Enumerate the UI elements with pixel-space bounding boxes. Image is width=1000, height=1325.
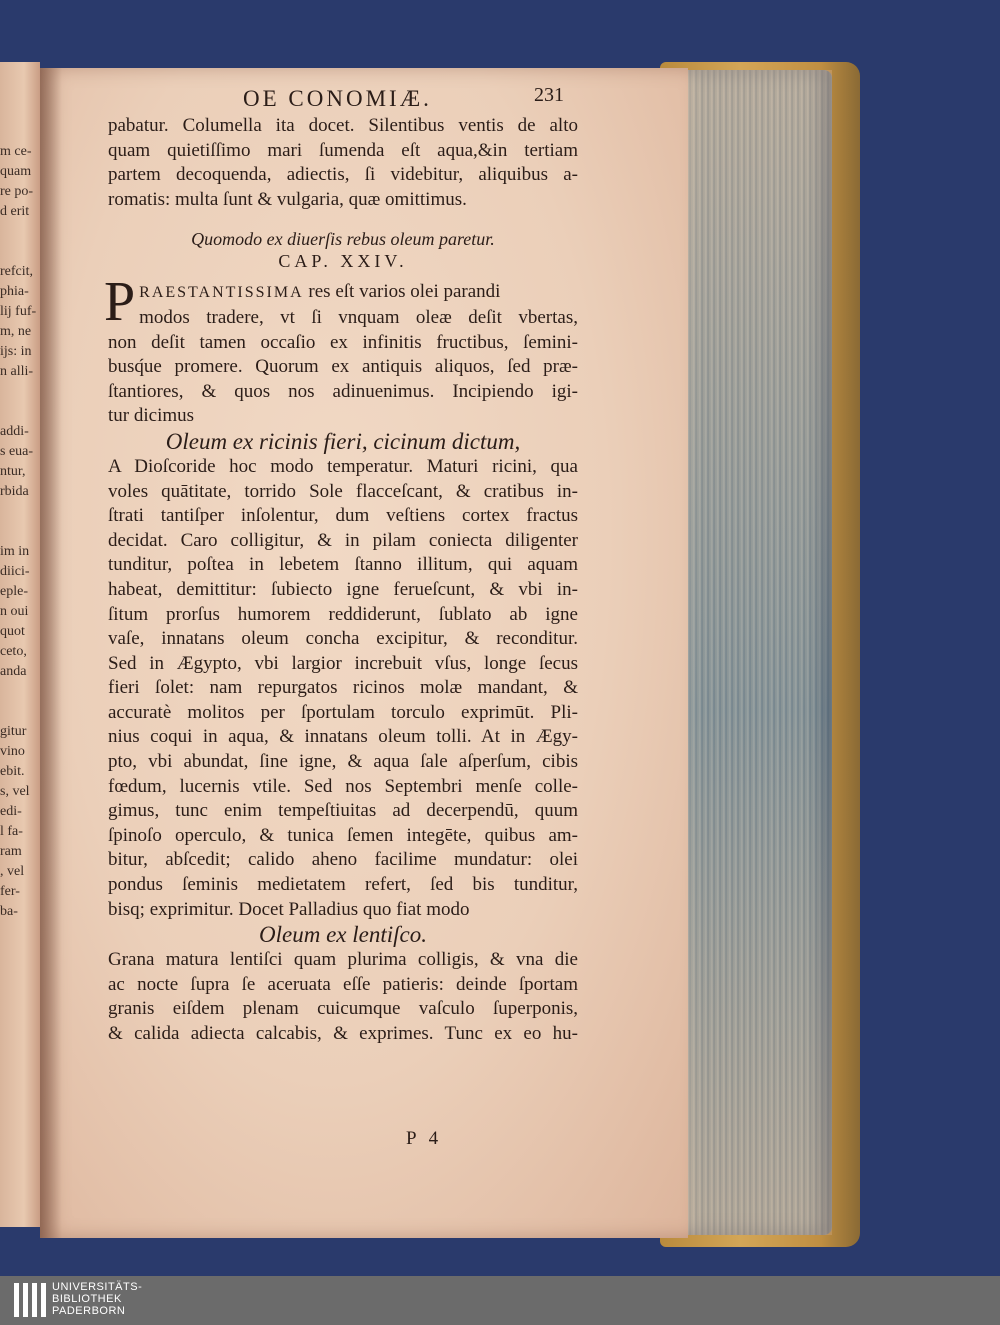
left-fragment-line: , vel	[0, 864, 25, 879]
text-line: fœdum, lucernis vtile. Sed nos Septembri menſe colle-	[108, 775, 578, 797]
lentiscus-paragraph	[108, 948, 578, 1046]
left-fragment-line: diici-	[0, 564, 30, 579]
text-line: ſtrati tantiſper inſolentur, dum veſtiens cortex fractus	[108, 505, 578, 527]
text-line: A Dioſcoride hoc modo temperatur. Maturi ricini, qua	[108, 455, 578, 477]
text-line: pabatur. Columella ita docet. Silentibus ventis de alto	[108, 115, 578, 136]
left-fragment-line: ijs: in	[0, 344, 32, 359]
text-line: tur dicimus	[108, 405, 195, 427]
left-fragment-line: refcit,	[0, 264, 34, 279]
intro-paragraph	[108, 114, 578, 212]
subhead-lentiscus: Oleum ex lentiſco.	[259, 922, 427, 948]
running-head	[108, 84, 578, 114]
left-fragment-line: quam	[0, 164, 32, 179]
left-fragment-line: im in	[0, 544, 30, 559]
left-fragment-line: m ce-	[0, 144, 32, 159]
text-line: tunditur, poſtea in lebetem ſtanno illitum, qui aquam	[108, 554, 578, 576]
left-fragment-line: s, vel	[0, 784, 30, 799]
logo-line: PADERBORN	[52, 1305, 126, 1317]
left-fragment-line: eple-	[0, 584, 28, 599]
text-line: partem decoquenda, adiectis, ſi videbitur, aliquibus a-	[108, 164, 578, 186]
text-line: modos tradere, vt ſi vnquam oleæ deſit vbertas,	[139, 306, 578, 328]
first-line	[108, 280, 578, 306]
ricinus-paragraph	[108, 455, 578, 922]
logo-line: UNIVERSITÄTS-	[52, 1281, 143, 1293]
running-head-title: OE CONOMIÆ.	[243, 86, 432, 111]
left-fragment-line: addi-	[0, 424, 29, 439]
left-fragment-line: ebit.	[0, 764, 25, 779]
footer-band	[0, 1276, 1000, 1325]
chapter-opening	[104, 271, 578, 429]
subhead-ricinus: Oleum ex ricinis fieri, cicinum dictum,	[165, 428, 521, 454]
text-line: pto, vbi abundat, ſine igne, & aqua ſale aſperſum, cibis	[108, 751, 578, 773]
chapter-heading: Quomodo ex diuerſis rebus oleum paretur.	[191, 229, 495, 250]
text-line: non deſit tamen occaſio ex infinitis fructibus, ſemini-	[108, 331, 578, 353]
gutter-shadow	[40, 68, 62, 1238]
text-line: fieri ſolet: nam repurgatos ricinos molæ mandant, &	[108, 677, 578, 699]
left-fragment-line: phia-	[0, 284, 29, 299]
text-line: gimus, tunc enim tempeſtiuitas ad decerpendū, quum	[108, 800, 578, 822]
text-line: busq́ue promere. Quorum ex antiquis aliquos, ſed præ-	[108, 356, 578, 378]
opening-paragraph	[108, 306, 578, 429]
first-line-rest: res eſt varios olei parandi	[303, 281, 501, 303]
left-fragment-line: n alli-	[0, 364, 34, 379]
page-number: 231	[534, 84, 564, 106]
left-fragment-line	[0, 522, 40, 542]
text-line: decidat. Caro colligitur, & in pilam coniecta diligenter	[108, 529, 578, 551]
library-logo-text	[52, 1281, 142, 1317]
text-line: ſitum prorſus humorem reddiderunt, ſublato ab igne	[108, 603, 578, 625]
left-fragment-line: ram	[0, 844, 22, 859]
left-fragment-line: l fa-	[0, 824, 23, 839]
left-fragment-line: edi-	[0, 804, 22, 819]
left-fragment-line: quot	[0, 624, 25, 639]
left-fragment-line: vino	[0, 744, 25, 759]
left-fragment-line: n oui	[0, 604, 29, 619]
text-line: bitur, abſcedit; calido aheno facilime mundatur: olei	[108, 849, 578, 871]
text-line: nius coqui in aqua, & innatans oleum tolli. At in Ægy-	[108, 726, 578, 748]
library-logo-icon	[14, 1283, 46, 1317]
text-line: habeat, demittitur: ſubiecto igne ferueſcunt, & vbi in-	[108, 578, 578, 600]
text-line: granis eiſdem plenam cuicumque vaſculo ſuperponis,	[108, 998, 578, 1020]
text-line: romatis: multa ſunt & vulgaria, quæ omittimus.	[108, 188, 467, 210]
chapter-number: CAP. XXIV.	[278, 251, 408, 272]
left-fragment-line: lij fuf-	[0, 304, 37, 319]
text-line: bisq; exprimitur. Docet Palladius quo fiat modo	[108, 898, 470, 920]
left-fragment-line: ntur,	[0, 464, 26, 479]
left-fragment-line: gitur	[0, 724, 27, 739]
left-fragment-line	[0, 382, 40, 402]
left-fragment-line	[0, 502, 40, 522]
left-fragment-line: rbida	[0, 484, 29, 499]
text-line: vaſe, innatans oleum concha excipitur, & reconditur.	[108, 628, 578, 650]
left-page-text	[0, 142, 40, 922]
left-fragment-line: ba-	[0, 904, 18, 919]
left-fragment-line	[0, 702, 40, 722]
left-fragment-line	[0, 402, 40, 422]
left-fragment-line	[0, 222, 40, 242]
text-line: voles quātitate, torrido Sole flacceſcant, & cratibus in-	[108, 480, 578, 502]
text-line: ſtantiores, & quos nos adinuenimus. Incipiendo igi-	[108, 380, 578, 402]
signature-mark: P 4	[406, 1128, 443, 1149]
left-fragment-line: s eua-	[0, 444, 34, 459]
text-line: ac nocte ſupra ſe aceruata eſſe patieris: deinde ſportam	[108, 973, 578, 995]
left-fragment-line	[0, 242, 40, 262]
text-line: pondus ſeminis medietatem refert, ſed bis tunditur,	[108, 874, 578, 896]
text-line: ſpinoſo operculo, & tunica ſemen integēte, quibus am-	[108, 824, 578, 846]
left-fragment-line: anda	[0, 664, 27, 679]
left-page-fragment	[0, 62, 40, 1227]
first-line-caps: RAESTANTISSIMA	[139, 284, 304, 302]
logo-line: BIBLIOTHEK	[52, 1293, 122, 1305]
text-line: accuratè molitos per ſportulam torculo exprimūt. Pli-	[108, 701, 578, 723]
left-fragment-line: ceto,	[0, 644, 27, 659]
left-fragment-line: m, ne	[0, 324, 32, 339]
text-line: Grana matura lentiſci quam plurima colligis, & vna die	[108, 949, 578, 971]
left-fragment-line: re po-	[0, 184, 34, 199]
text-line: & calida adiecta calcabis, & exprimes. Tunc ex eo hu-	[108, 1023, 578, 1044]
left-fragment-line: fer-	[0, 884, 20, 899]
drop-cap: P	[104, 271, 136, 334]
page-fore-edge	[686, 70, 832, 1235]
left-fragment-line: d erit	[0, 204, 30, 219]
left-fragment-line	[0, 682, 40, 702]
page-text	[104, 84, 578, 1047]
right-page	[40, 68, 688, 1238]
text-line: quam quietiſſimo mari ſumenda eſt aqua,&in tertiam	[108, 139, 578, 161]
text-line: Sed in Ægypto, vbi largior increbuit vſus, longe ſecus	[108, 652, 578, 674]
